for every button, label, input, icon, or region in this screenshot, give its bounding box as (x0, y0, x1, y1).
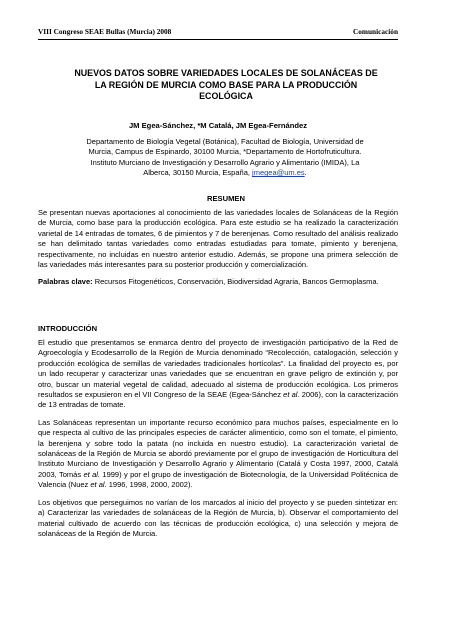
keywords-label: Palabras clave (38, 277, 91, 287)
title-line-1: NUEVOS DATOS SOBRE VARIEDADES LOCALES DE SOLANÁCEAS DE (74, 68, 378, 78)
intro-p1-etal: et al. (283, 390, 300, 400)
resumen-section (38, 208, 398, 295)
abstract-text: Se presentan nuevas aportaciones al conocimiento de las variedades locales de Solanáceas de la Región de Murcia, como base para la producción ecológica. Para este estudio se ha realizado la caracterización varietal de 14 entradas de tomates, 6 de pimientos y 7 de berenjenas. Como resultado del análisis realizado se han delimitado tantas variedades como entradas estudiadas para tomate, pimiento y berenjena, respectivamente, no incluidas en nuestro anterior estudio. Además, se propone una primera selección de las variedades más interesantes para su posterior producción y comercialización. (38, 208, 398, 270)
affiliation-end: . (304, 168, 307, 178)
header-conference: VIII Congreso SEAE Bullas (Murcia) 2008 (38, 27, 172, 36)
affiliation-line-1: Departamento de Biología Vegetal (Botánica), Facultad de Biología, Universidad de (86, 137, 364, 146)
intro-p1-text: El estudio que presentamos se enmarca dentro del proyecto de investigación participativo de la Red de Agroecología y Ecodesarrollo de la Región de Murcia denominado “Recolección, catalogación, selección y producción ecológica de semillas de variedades tradicionales hortícolas”. La finalidad del proyecto es, por un lado recuperar y caracterizar unas variedades que se encuentran en grave peligro de extinción y, por otro, buscar un material vegetal de calidad, adecuado al sistema de producción ecológica. Los primeros resultados se expusieron en el VII Congreso de la SEAE (Egea-Sánchez (38, 338, 398, 400)
affiliation-line-3: Instituto Murciano de Investigación y Desarrollo Agrario y Alimentario (IMIDA), La (90, 157, 360, 167)
affiliation-address: Alberca, 30150 Murcia, España, (143, 168, 253, 178)
header-section: Comunicación (353, 27, 398, 36)
affiliation (58, 137, 392, 179)
intro-p2-etal-1: et al. (83, 469, 101, 479)
introduccion-section (38, 338, 398, 546)
intro-p2-text: Las Solanáceas representan un importante recurso económico para muchos países, especialmente en lo que respecta al cultivo de las principales especies de carácter alimenticio, como son el tomate, el pimiento, la berenjena y sobre todo la patata (no incluida en nuestro estudio). La caracterización varietal de solanáceas de la Región de Murcia se abordó previamente por el grupo de investigación de Horticultura del Instituto Murciano de Investigación y Desarrollo Agrario y Alimentario (Catalá y Costa 1997, 2000, Catalá 2003, Tomás (38, 417, 398, 479)
intro-p2-mid: 1999) y por el grupo de investigación de Biotecnología, de la Universidad Politécnica de Valencia (Nuez (38, 469, 399, 490)
intro-paragraph-3: Los objetivos que perseguimos no varían de los marcados al inicio del proyecto y se pueden sintetizar en: a) Caracterizar las variedades de solanáceas de la Región de Murcia, b). Observar el comportamiento del material cultivado de acuerdo con las técnicas de producción ecológica, c) una selección y mejora de solanáceas de la Región de Murcia. (38, 497, 398, 538)
intro-p1-end: 2006), con la caracterización de 13 entradas de tomate. (38, 390, 398, 410)
title-line-2: LA REGIÓN DE MURCIA COMO BASE PARA LA PRODUCCIÓN (94, 79, 358, 90)
affiliation-line-4 (58, 168, 392, 178)
email-link[interactable]: jmegea@um.es (252, 168, 305, 178)
affiliation-line-2: Murcia, Campus de Espinardo, 30100 Murcia, *Departamento de Hortofruticultura. (88, 147, 362, 157)
authors: JM Egea-Sánchez, *M Catalá, JM Egea-Fernández (128, 121, 308, 130)
introduccion-heading: INTRODUCCIÓN (38, 324, 98, 333)
keywords (38, 277, 398, 287)
running-header (38, 26, 398, 40)
intro-paragraph-2 (38, 418, 398, 491)
intro-p2-etal-2: et al. (90, 480, 107, 490)
title-line-3: ECOLÓGICA (199, 91, 253, 102)
intro-p2-end: 1996, 1998, 2000, 2002). (106, 480, 193, 490)
intro-paragraph-1 (38, 338, 398, 411)
paper-title (58, 68, 394, 103)
keywords-separator: : (90, 277, 95, 287)
keywords-text: Recursos Fitogenéticos, Conservación, Biodiversidad Agraria, Bancos Germoplasma. (94, 277, 379, 287)
resumen-heading: RESUMEN (207, 194, 245, 203)
